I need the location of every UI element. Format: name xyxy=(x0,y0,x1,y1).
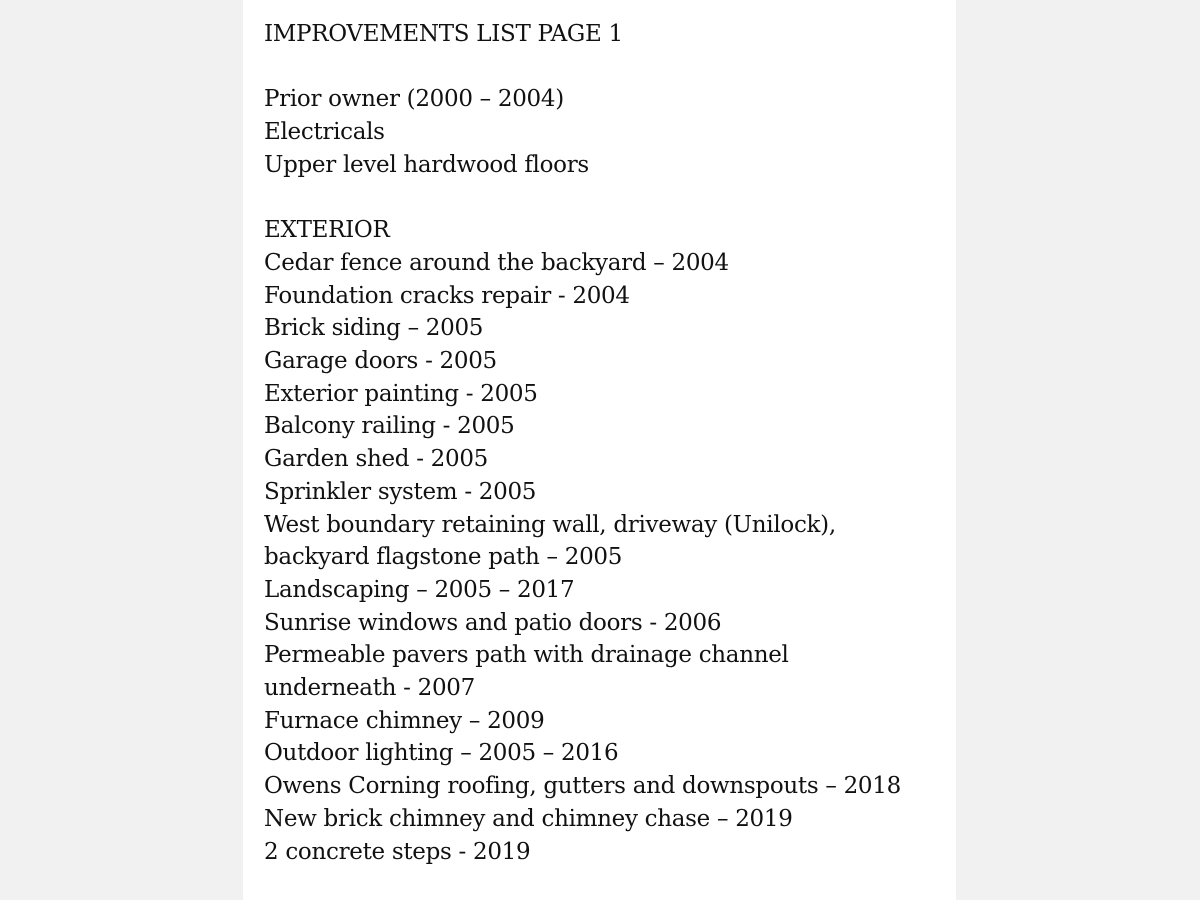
page-title: IMPROVEMENTS LIST PAGE 1 xyxy=(264,21,623,47)
list-item: Cedar fence around the backyard – 2004 xyxy=(264,249,729,276)
list-item: Permeable pavers path with drainage channel xyxy=(264,642,789,669)
list-item: New brick chimney and chimney chase – 2019 xyxy=(264,805,793,832)
exterior-heading: EXTERIOR xyxy=(264,217,390,244)
blank-line xyxy=(264,51,944,84)
list-item: underneath - 2007 xyxy=(264,675,475,702)
list-item: Garage doors - 2005 xyxy=(264,348,497,374)
blank-line xyxy=(264,182,944,215)
list-item: Sprinkler system - 2005 xyxy=(264,478,537,505)
list-item: Garden shed - 2005 xyxy=(264,446,489,473)
list-item: Balcony railing - 2005 xyxy=(264,413,515,440)
list-item: Brick siding – 2005 xyxy=(264,315,484,342)
list-item: West boundary retaining wall, driveway (Unilock), xyxy=(264,511,836,538)
list-item: Exterior painting - 2005 xyxy=(264,380,538,407)
list-item: Outdoor lighting – 2005 – 2016 xyxy=(264,740,619,767)
prior-owner-heading: Prior owner (2000 – 2004) xyxy=(264,86,564,113)
document-page xyxy=(243,0,956,900)
list-item: Owens Corning roofing, gutters and downspouts – 2018 xyxy=(264,773,901,800)
list-item: Electricals xyxy=(264,119,385,146)
list-item: backyard flagstone path – 2005 xyxy=(264,544,623,571)
list-item: Foundation cracks repair - 2004 xyxy=(264,282,630,309)
list-item: Sunrise windows and patio doors - 2006 xyxy=(264,609,722,636)
list-item: Furnace chimney – 2009 xyxy=(264,707,545,734)
document-body xyxy=(264,18,944,868)
list-item: 2 concrete steps - 2019 xyxy=(264,838,531,865)
list-item: Landscaping – 2005 – 2017 xyxy=(264,576,575,603)
list-item: Upper level hardwood floors xyxy=(264,151,589,178)
